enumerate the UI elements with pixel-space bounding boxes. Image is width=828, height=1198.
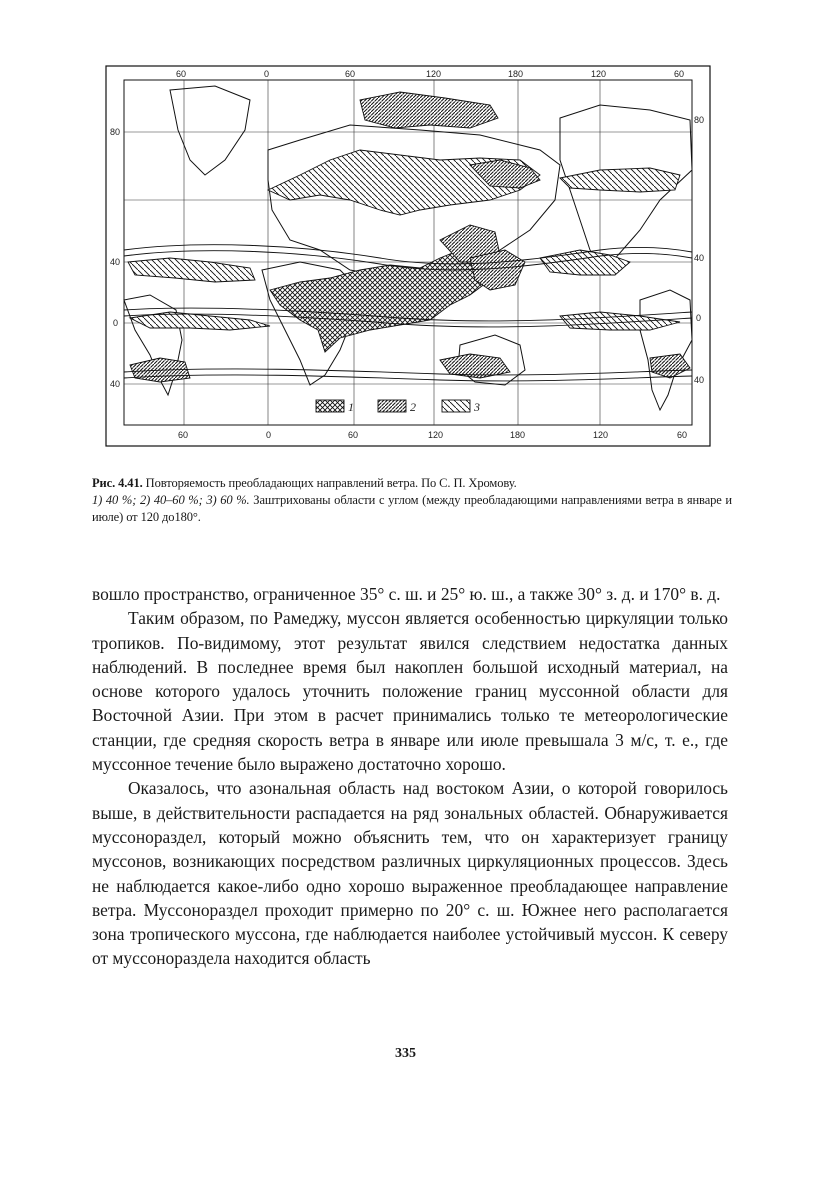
top-label-5: 120 bbox=[591, 69, 607, 79]
bottom-label-4: 180 bbox=[510, 430, 526, 440]
top-label-1: 0 bbox=[264, 69, 270, 79]
right-label-2: 0 bbox=[696, 313, 702, 323]
figure-caption bbox=[92, 475, 732, 526]
bottom-label-1: 0 bbox=[266, 430, 272, 440]
legend-swatch-3 bbox=[442, 400, 470, 412]
page-number: 335 bbox=[395, 1046, 416, 1061]
left-label-3: 40 bbox=[110, 379, 121, 389]
legend-label-3: 3 bbox=[474, 400, 480, 414]
figure-label: Рис. 4.41. bbox=[92, 476, 143, 490]
legend-swatch-1 bbox=[316, 400, 344, 412]
paragraph-3: Оказалось, что азональная область над востоком Азии, о которой говорилось выше, в действительности распадается на ряд зональных областей. Обнаруживается муссонораздел, который можно объяснить тем, что он характеризует границу муссонов, возникающих посредством различных циркуляционных процессов. Здесь не наблюдается какое-либо одно хорошо выраженное преобладающее направление ветра. Муссонораздел проходит примерно по 20° с. ш. Южнее него располагается зона тропического муссона, где наблюдается наиболее устойчивый муссон. К северу от муссонораздела находится область bbox=[92, 778, 728, 969]
legend-label-1: 1 bbox=[348, 400, 354, 414]
right-label-0: 80 bbox=[694, 115, 705, 125]
bottom-label-5: 120 bbox=[593, 430, 609, 440]
legend-swatch-2 bbox=[378, 400, 406, 412]
top-label-2: 60 bbox=[345, 69, 356, 79]
figure-title: Повторяемость преобладающих направлений ветра. По С. П. Хромову. bbox=[145, 476, 517, 490]
map-legend bbox=[316, 400, 480, 414]
bottom-label-2: 60 bbox=[348, 430, 359, 440]
top-label-6: 60 bbox=[674, 69, 685, 79]
bottom-label-3: 120 bbox=[428, 430, 444, 440]
bottom-label-0: 60 bbox=[178, 430, 189, 440]
legend-label-2: 2 bbox=[410, 400, 416, 414]
caption-description: Заштрихованы области с углом (между преобладающими направлениями ветра в январе и июле) от 120 до180°. bbox=[92, 493, 733, 524]
paragraph-2: Таким образом, по Рамеджу, муссон является особенностью циркуляции только тропиков. По-видимому, этот результат явился следствием недостатка данных наблюдений. В последнее время был накоплен большой исходный материал, на основе которого удалось уточнить положение границ муссонной области для Восточной Азии. При этом в расчет принимались только те метеорологические станции, где средняя скорость ветра в январе или июле превышала 3 м/с, т. е., где муссонное течение было выражено достаточно хорошо. bbox=[92, 608, 728, 775]
right-label-1: 40 bbox=[694, 253, 705, 263]
left-label-2: 0 bbox=[113, 318, 119, 328]
right-label-3: 40 bbox=[694, 375, 705, 385]
caption-legend-text: 1) 40 %; 2) 40–60 %; 3) 60 %. bbox=[92, 493, 250, 507]
paragraph-1: вошло пространство, ограниченное 35° с. ш. и 25° ю. ш., а также 30° з. д. и 170° в. д. bbox=[92, 584, 721, 604]
body-text bbox=[92, 582, 728, 971]
left-label-1: 40 bbox=[110, 257, 121, 267]
top-label-3: 120 bbox=[426, 69, 442, 79]
wind-direction-map-figure bbox=[0, 0, 828, 460]
top-label-4: 180 bbox=[508, 69, 524, 79]
top-label-0: 60 bbox=[176, 69, 187, 79]
left-label-0: 80 bbox=[110, 127, 121, 137]
bottom-label-6: 60 bbox=[677, 430, 688, 440]
